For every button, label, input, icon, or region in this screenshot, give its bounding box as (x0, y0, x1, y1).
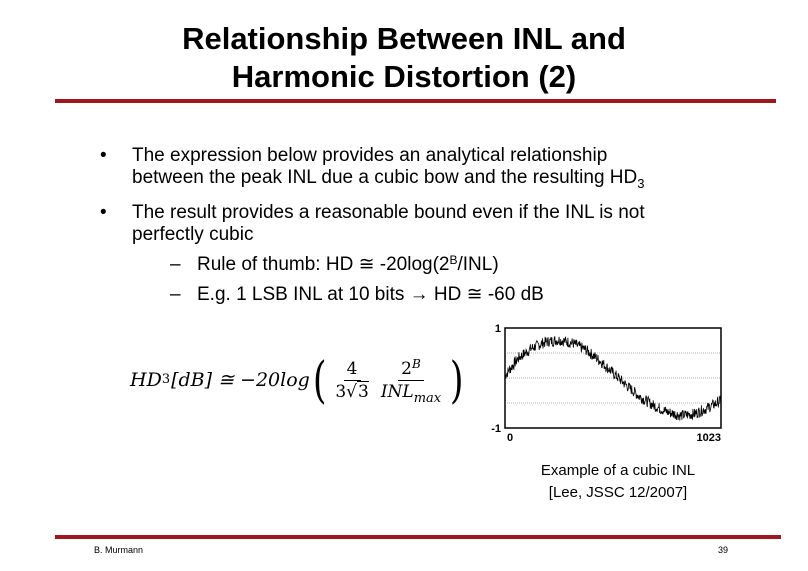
bullet-1-line-2 (132, 167, 740, 189)
subbullet-1-pre: Rule of thumb: HD ≅ -20log(2 (197, 254, 450, 275)
subbullet-2-text: E.g. 1 LSB INL at 10 bits → HD ≅ -60 dB (197, 284, 544, 305)
sqrt-symbol: √ (346, 381, 358, 402)
caption-line-2: [Lee, JSSC 12/2007] (548, 484, 688, 501)
fraction-1-denominator (332, 381, 372, 402)
fraction-1-coef: 3 (335, 381, 347, 402)
bullet-item-1 (100, 145, 740, 189)
bullet-2-line-2: perfectly cubic (132, 224, 254, 245)
fraction-2-inl: INL (380, 381, 414, 402)
chart-caption (500, 460, 736, 504)
formula-lhs: HD (130, 369, 162, 391)
subbullet-1-post: /INL) (457, 254, 499, 275)
footer-author: B. Murmann (94, 545, 144, 555)
fraction-1-numerator: 4 (344, 359, 361, 381)
subbullet-item-2 (132, 284, 740, 306)
subbullet-marker: – (170, 284, 181, 305)
formula-close-paren: ) (450, 351, 464, 409)
bullet-1-line-1: The expression below provides an analytical relationship (132, 145, 608, 166)
hd3-formula: HD 3 [dB] ≅ −20log ( $\frac{4}{3√3}$ $\frac{2^B}{INL_{max}}$ ) (130, 351, 464, 409)
fraction-2-numerator (398, 356, 424, 381)
caption-line-1: Example of a cubic INL (540, 462, 696, 479)
fraction-2-denominator (378, 381, 444, 406)
subbullet-1-sup: B (449, 253, 458, 267)
formula-fraction-2 (378, 356, 444, 406)
y-tick-label-0: 1 (494, 323, 501, 335)
formula-lhs-unit: [dB] ≅ −20log (171, 369, 310, 391)
formula-open-paren: ( (312, 351, 327, 409)
subbullet-item-1 (132, 254, 740, 276)
bullet-item-2 (100, 202, 740, 306)
page-number: 39 (718, 545, 729, 555)
subbullet-marker: – (170, 254, 181, 275)
bullet-2-line-1: The result provides a reasonable bound even if the INL is not (132, 202, 645, 223)
bullet-list (100, 145, 740, 319)
bullet-marker: • (100, 202, 107, 223)
bullet-marker: • (100, 145, 107, 166)
bullet-1-line-2-text: between the peak INL due a cubic bow and the resulting HD (132, 167, 638, 188)
bullet-1-subscript: 3 (637, 176, 645, 191)
footer-divider (55, 535, 781, 539)
title-line-1: Relationship Between INL and (182, 21, 626, 56)
fraction-2-exponent: B (412, 356, 421, 371)
x-tick-label-1: 1023 (696, 432, 721, 444)
formula-fraction-1 (332, 359, 372, 402)
title-divider (55, 99, 776, 103)
fraction-2-inl-sub: max (413, 390, 442, 406)
y-tick-label-1: -1 (491, 423, 501, 435)
sqrt-radicand: 3 (358, 381, 369, 402)
fraction-2-base: 2 (401, 358, 412, 379)
title-line-2: Harmonic Distortion (2) (231, 59, 577, 94)
inl-chart (480, 320, 730, 455)
x-tick-label-0: 0 (507, 432, 514, 444)
slide-title (0, 20, 808, 96)
